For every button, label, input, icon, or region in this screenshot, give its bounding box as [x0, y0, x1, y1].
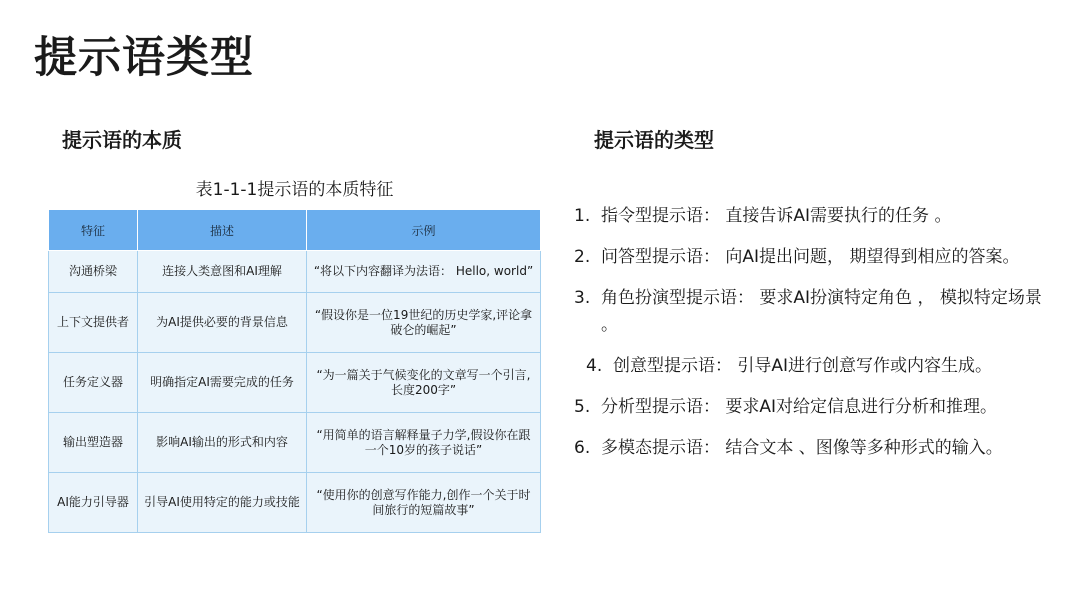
table-row [49, 353, 541, 413]
example-cell: “使用你的创意写作能力,创作一个关于时间旅行的短篇故事” [307, 473, 541, 533]
list-number: 5. [574, 397, 591, 417]
example-cell: “为一篇关于气候变化的文章写一个引言,长度200字” [307, 353, 541, 413]
example-cell: “假设你是一位19世纪的历史学家,评论拿破仑的崛起” [307, 293, 541, 353]
list-text: 分析型提示语： 要求AI对给定信息进行分析和推理。 [601, 397, 998, 417]
description-cell: 影响AI输出的形式和内容 [138, 413, 307, 473]
page-title: 提示语类型 [34, 33, 254, 83]
list-number: 6. [574, 438, 591, 458]
column-header-example: 示例 [307, 210, 541, 251]
list-text: 角色扮演型提示语： 要求AI扮演特定角色 ， 模拟特定场景 。 [601, 288, 1042, 335]
table-row [49, 251, 541, 293]
list-item [574, 244, 1049, 271]
list-number: 4. [586, 356, 603, 376]
essence-table [48, 209, 541, 533]
feature-cell: 任务定义器 [49, 353, 138, 413]
table-row [49, 293, 541, 353]
column-header-description: 描述 [138, 210, 307, 251]
list-item [574, 203, 1049, 230]
types-list [574, 203, 1049, 476]
list-text: 指令型提示语： 直接告诉AI需要执行的任务 。 [601, 206, 952, 226]
list-text: 问答型提示语： 向AI提出问题， 期望得到相应的答案。 [601, 247, 1020, 267]
feature-cell: 输出塑造器 [49, 413, 138, 473]
feature-cell: 沟通桥梁 [49, 251, 138, 293]
list-number: 2. [574, 247, 591, 267]
description-cell: 引导AI使用特定的能力或技能 [138, 473, 307, 533]
description-cell: 连接人类意图和AI理解 [138, 251, 307, 293]
list-text: 创意型提示语： 引导AI进行创意写作或内容生成。 [613, 356, 993, 376]
column-header-feature: 特征 [49, 210, 138, 251]
list-number: 3. [574, 288, 591, 308]
list-number: 1. [574, 206, 591, 226]
description-cell: 明确指定AI需要完成的任务 [138, 353, 307, 413]
list-item [574, 285, 1049, 339]
table-row [49, 473, 541, 533]
description-cell: 为AI提供必要的背景信息 [138, 293, 307, 353]
feature-cell: AI能力引导器 [49, 473, 138, 533]
list-text: 多模态提示语： 结合文本 、图像等多种形式的输入。 [601, 438, 1003, 458]
example-cell: “将以下内容翻译为法语： Hello, world” [307, 251, 541, 293]
list-item [586, 353, 1049, 380]
table-header-row [49, 210, 541, 251]
types-heading: 提示语的类型 [594, 128, 714, 152]
list-item [574, 435, 1049, 462]
list-item [574, 394, 1049, 421]
example-cell: “用简单的语言解释量子力学,假设你在跟一个10岁的孩子说话” [307, 413, 541, 473]
essence-heading: 提示语的本质 [62, 128, 182, 152]
table-row [49, 413, 541, 473]
table-caption: 表1-1-1提示语的本质特征 [195, 180, 394, 200]
feature-cell: 上下文提供者 [49, 293, 138, 353]
